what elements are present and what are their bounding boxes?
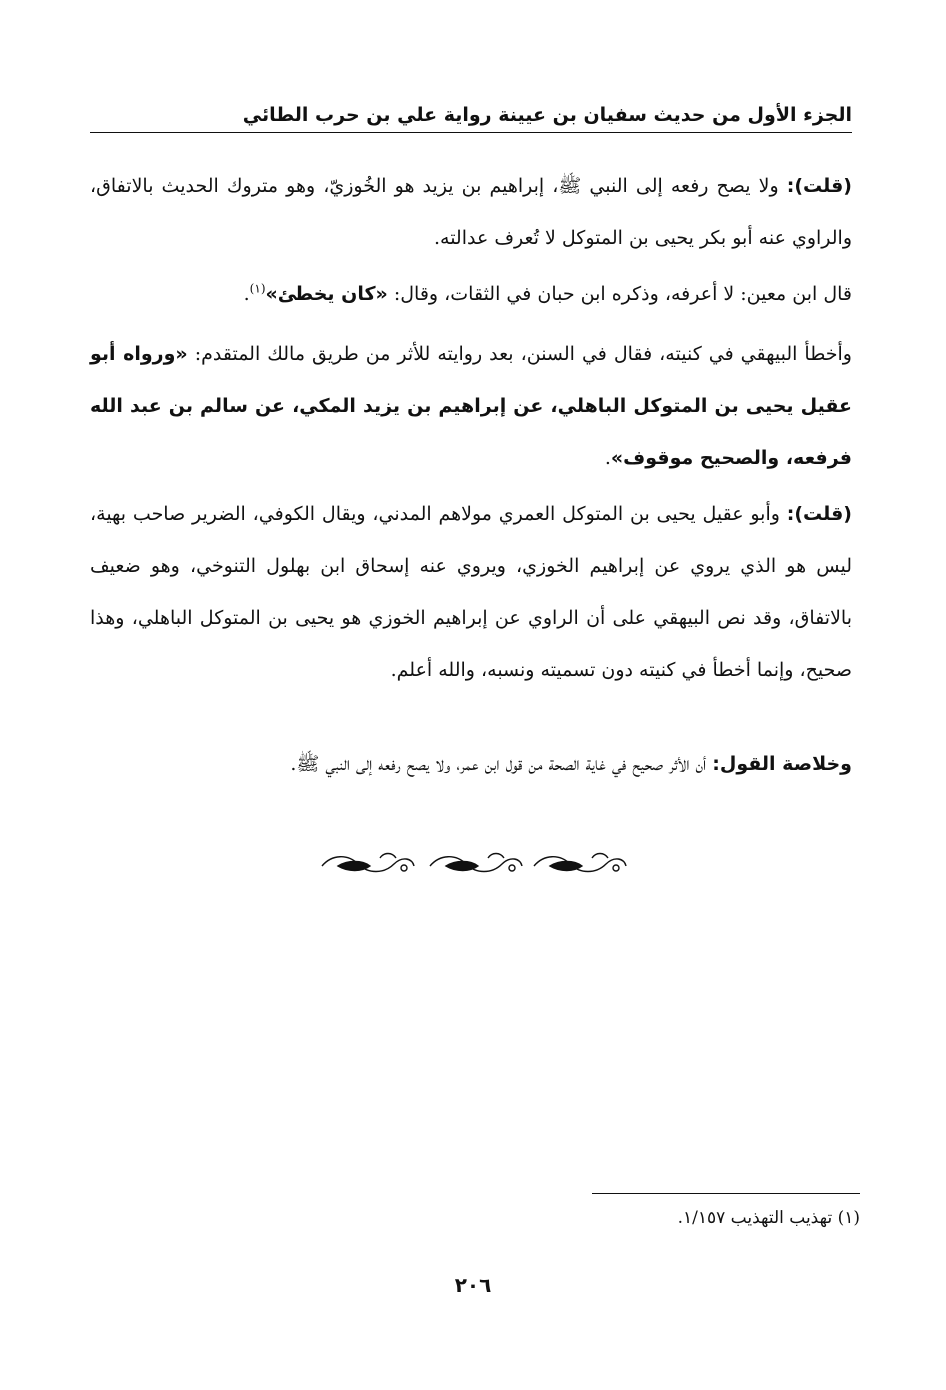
footnote: (١) تهذيب التهذيب ١/١٥٧. bbox=[677, 1208, 860, 1228]
paragraph-1-lead: (قلت): bbox=[786, 175, 852, 197]
paragraph-4 bbox=[90, 488, 852, 696]
paragraph-4-lead: (قلت): bbox=[786, 503, 852, 525]
paragraph-3-end: . bbox=[604, 447, 611, 469]
footnote-reference: (١) bbox=[249, 281, 266, 296]
paragraph-5 bbox=[90, 738, 852, 790]
footnote-rule bbox=[592, 1193, 860, 1194]
paragraph-5-text: أن الأثر صحيح في غاية الصحة من قول ابن عمر، ولا يصح رفعه إلى النبي ﷺ. bbox=[290, 753, 713, 775]
paragraph-2-text: قال ابن معين: لا أعرفه، وذكره ابن حبان في الثقات، وقال: bbox=[387, 283, 852, 305]
floral-divider-icon bbox=[318, 848, 630, 882]
paragraph-4-text: وأبو عقيل يحيى بن المتوكل العمري مولاهم المدني، ويقال الكوفي، الضرير صاحب بهية، ليس هو الذي يروي عن إبراهيم الخوزي، ويروي عنه إسحاق ابن بهلول التنوخي، وهو ضعيف بالاتفاق، وقد نص البيهقي على أن الراوي عن إبراهيم الخوزي هو يحيى بن المتوكل الباهلي، وهذا صحيح، وإنما أخطأ في كنيته دون تسميته ونسبه، والله أعلم. bbox=[90, 503, 852, 681]
paragraph-5-lead: وخلاصة القول: bbox=[712, 753, 852, 775]
paragraph-1 bbox=[90, 160, 852, 264]
paragraph-2-end: . bbox=[243, 283, 250, 305]
paragraph-3-text: وأخطأ البيهقي في كنيته، فقال في السنن، بعد روايته للأثر من طريق مالك المتقدم: bbox=[187, 343, 852, 365]
page-number: ٢٠٦ bbox=[454, 1273, 492, 1297]
paragraph-3-quote: «ورواه أبو عقيل يحيى بن المتوكل الباهلي، عن إبراهيم بن يزيد المكي، عن سالم بن عبد الله فرفعه، والصحيح موقوف» bbox=[90, 343, 852, 469]
paragraph-3 bbox=[90, 328, 852, 484]
paragraph-2 bbox=[90, 268, 852, 320]
header-rule bbox=[90, 132, 852, 133]
paragraph-2-quote: «كان يخطئ» bbox=[265, 283, 388, 305]
running-header-title: الجزء الأول من حديث سفيان بن عيينة رواية علي بن حرب الطائي bbox=[242, 104, 852, 126]
paragraph-1-text: ولا يصح رفعه إلى النبي ﷺ، إبراهيم بن يزيد هو الخُوزيّ، وهو متروك الحديث بالاتفاق، والراوي عنه أبو بكر يحيى بن المتوكل لا تُعرف عدالته. bbox=[90, 175, 852, 249]
